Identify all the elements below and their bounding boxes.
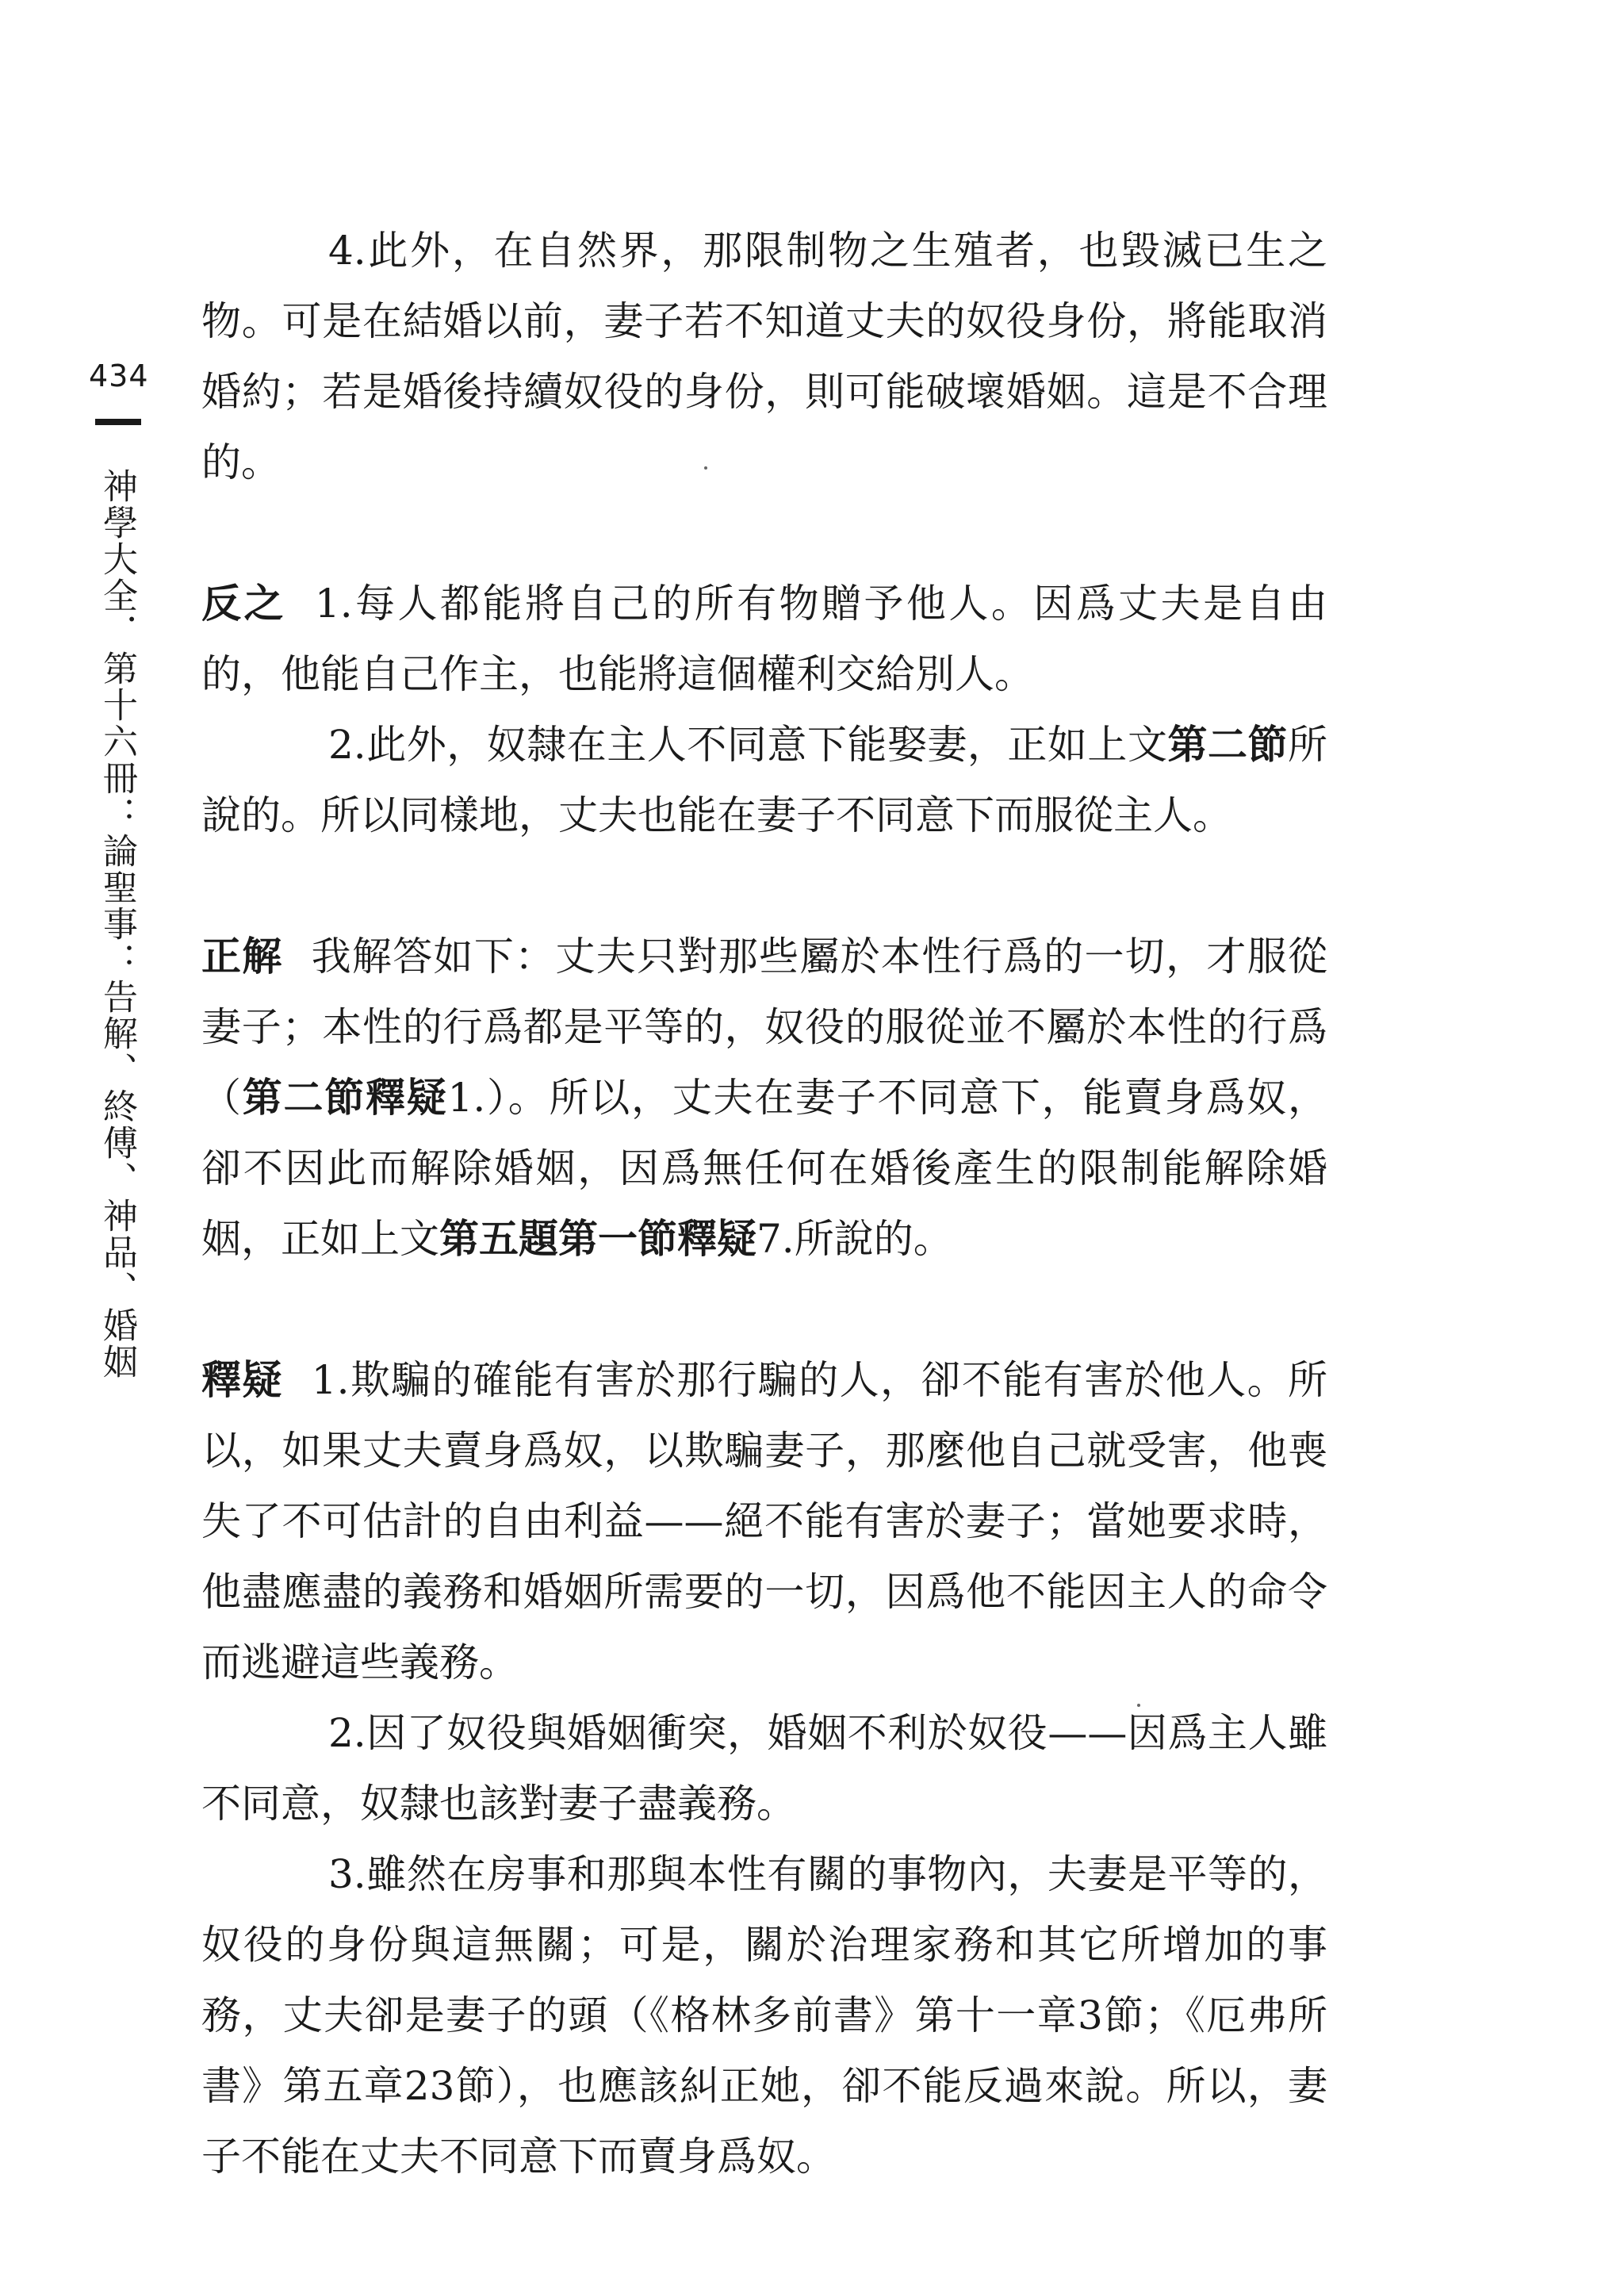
cross-reference: 第五題第一節釋疑 [439,1216,756,1262]
answer-text-c: 7.所說的。 [756,1216,953,1262]
scan-speck [704,466,707,470]
paragraph-sed-contra-2 [201,710,1327,851]
reply-1-text: 1.欺騙的確能有害於那行騙的人，卻不能有害於他人。所以，如果丈夫賣身爲奴，以欺騙妻子，那麼他自己就受害，他喪失了不可估計的自由利益——絕不能有害於妻子；當她要求時，他盡應盡的義務和婚姻所需要的一切，因爲他不能因主人的命令而逃避這些義務。 [201,1357,1327,1685]
paragraph-answer [201,922,1327,1275]
answer-text-b: 1.）。所以，丈夫在妻子不同意下，能賣身爲奴，卻不因此而解除婚姻，因爲無任何在婚後產生的限制能解除婚姻，正如上文 [201,1075,1328,1262]
sed-contra-1-text: 1.每人都能將自己的所有物贈予他人。因爲丈夫是自由的，他能自己作主，也能將這個權利交給別人。 [201,581,1327,697]
label-answer: 正解 [201,934,283,980]
paragraph-reply-2: 2.因了奴役與婚姻衝突，婚姻不利於奴役——因爲主人雖不同意，奴隸也該對妻子盡義務。 [201,1710,1327,1827]
sed-contra-2-text-a: 2.此外，奴隸在主人不同意下能娶妻，正如上文 [328,722,1168,768]
paragraph-reply-1 [201,1345,1327,1698]
cross-reference: 第二節 [1167,722,1288,768]
scan-speck [1137,1704,1140,1707]
paragraph-sed-contra-1 [201,569,1327,710]
margin-rule [95,419,141,425]
paragraph-objection-4: 4.此外，在自然界，那限制物之生殖者，也毀滅已生之物。可是在結婚以前，妻子若不知道丈夫的奴役身份，將能取消婚約；若是婚後持續奴役的身份，則可能破壞婚姻。這是不合理的。 [201,228,1327,485]
page-number: 434 [89,359,149,393]
label-sed-contra: 反之 [201,581,286,627]
cross-reference: 第二節釋疑 [242,1075,448,1121]
running-title: 神學大全．第十六冊：論聖事：告解、終傅、神品、婚姻 [97,468,137,1380]
body-text [201,216,1327,2192]
paragraph-reply-3: 3.雖然在房事和那與本性有關的事物內，夫妻是平等的，奴役的身份與這無關；可是，關於治理家務和其它所增加的事務，丈夫卻是妻子的頭（《格林多前書》第十一章3節；《厄弗所書》第五章23節），也應該糾正她，卻不能反過來說。所以，妻子不能在丈夫不同意下而賣身爲奴。 [201,1851,1327,2180]
label-reply: 釋疑 [201,1357,283,1403]
sed-contra-2-text-b: 所說的。所以同樣地，丈夫也能在妻子不同意下而服從主人。 [201,722,1327,838]
answer-text-a: 我解答如下：丈夫只對那些屬於本性行爲的一切，才服從妻子；本性的行爲都是平等的，奴役的服從並不屬於本性的行爲（ [201,934,1328,1121]
